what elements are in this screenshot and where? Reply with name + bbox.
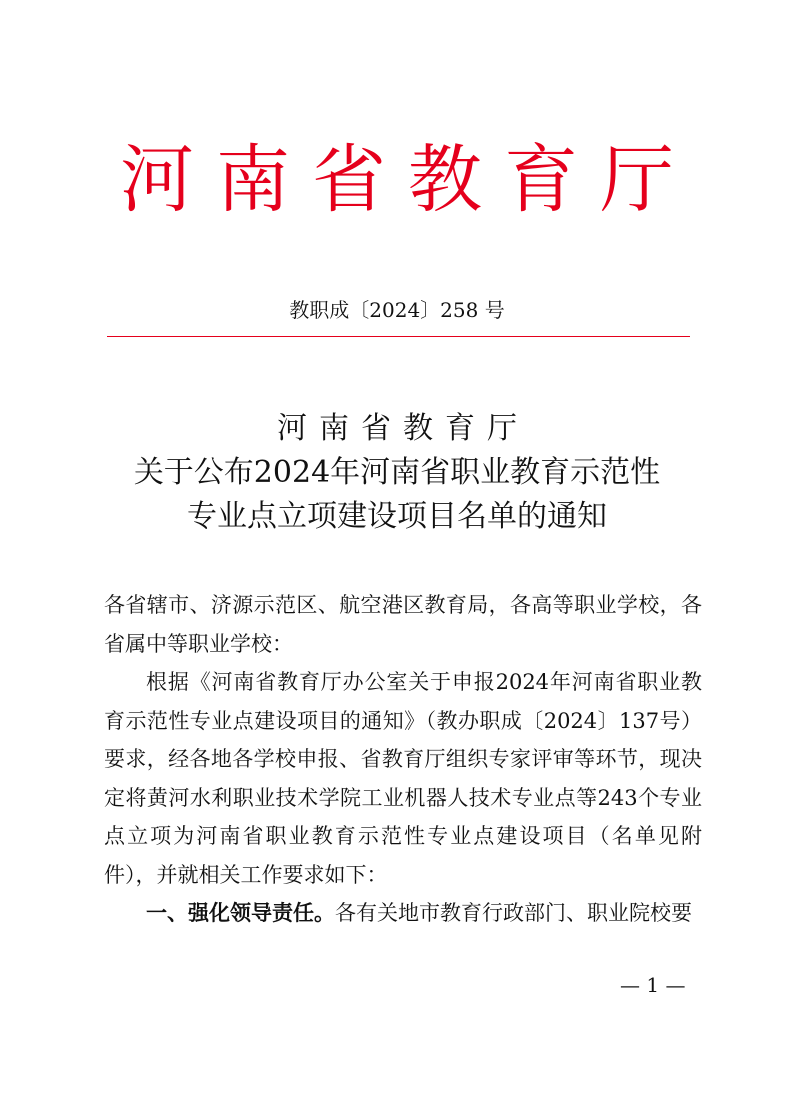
notice-title	[0, 407, 794, 539]
section-heading-1: 一、强化领导责任。	[146, 900, 335, 925]
page-number: — 1 —	[620, 973, 686, 997]
notice-body	[104, 586, 702, 933]
recipients-paragraph: 各省辖市、济源示范区、航空港区教育局，各高等职业学校，各省属中等职业学校：	[104, 593, 702, 656]
title-line-subject-cont: 专业点立项建设项目名单的通知	[187, 499, 607, 534]
section-text-1: 各有关地市教育行政部门、职业院校要	[335, 901, 692, 925]
red-divider-line	[107, 336, 690, 337]
title-line-issuer: 河南省教育厅	[277, 411, 529, 446]
document-number: 教职成〔2024〕258 号	[289, 298, 505, 322]
body-paragraph-2	[104, 894, 702, 933]
body-paragraph-1: 根据《河南省教育厅办公室关于申报2024年河南省职业教育示范性专业点建设项目的通知》（教办职成〔2024〕137号）要求，经各地各学校申报、省教育厅组织专家评审等环节，现决定将黄河水利职业技术学院工业机器人技术专业点等243个专业点立项为河南省职业教育示范性专业点建设项目（名单见附件），并就相关工作要求如下：	[104, 670, 702, 887]
masthead-title: 河南省教育厅	[120, 137, 696, 223]
title-line-subject: 关于公布2024年河南省职业教育示范性	[133, 455, 661, 490]
